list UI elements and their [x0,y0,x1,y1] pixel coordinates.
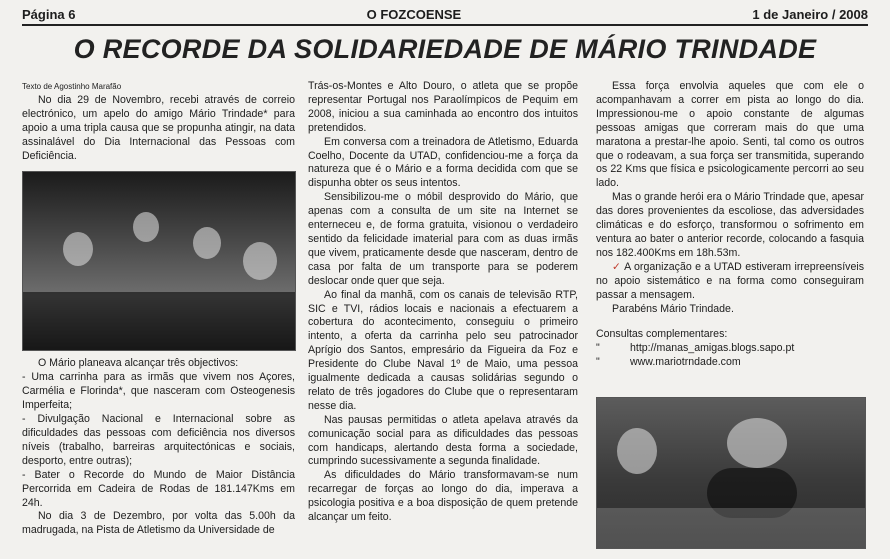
paragraph: Nas pausas permitidas o atleta apelava através da comunicação social para as dificuldades das pessoas com handicaps, alertando desta forma a sociedade, cumprindo sucessivamente a segunda finalidade. [308,413,578,468]
paragraph: Trás-os-Montes e Alto Douro, o atleta que se propõe representar Portugal nos Paraolímpicos de Pequim em 2008, iniciou a sua caminhada ao encontro dos intuitos pretendidos. [308,80,578,134]
website-link[interactable]: www.mariotrndade.com [630,356,741,369]
link-row [596,342,864,356]
check-mark-icon: ✓ [612,260,625,273]
page-header [22,4,868,24]
article-title: O RECORDE DA SOLIDARIEDADE DE MÁRIO TRINDADE [73,34,817,64]
paragraph: - Bater o Recorde do Mundo de Maior Distância Percorrida em Cadeira de Rodas de 181.147Kms em 24h. [22,468,295,509]
wheelchair-race-photo [596,397,866,549]
column-3 [596,80,864,370]
paragraph: O Mário planeava alcançar três objectivos: [38,357,239,370]
column-2 [308,80,578,525]
header-rule [22,24,868,26]
column-1 [22,80,295,538]
photo-figure [133,212,159,242]
paragraph: Mas o grande herói era o Mário Trindade que, apesar das dores provenientes da escoliose, das adversidades climáticas e do esforço, transformou o sofrimento em ventura ao bater o anterior recorde, colocando a fasquia nos 182.400Kms em 18h.53m. [596,191,864,259]
quote-mark: " [596,342,600,355]
paragraph: - Uma carrinha para as irmãs que vivem nos Açores, Carmélia e Florinda*, que nasceram com Osteogenesis Imperfeita; [22,371,295,412]
paragraph: - Divulgação Nacional e Internacional sobre as dificuldades das pessoas com deficiência nos diversos níveis (trabalho, barreiras arquitectónicas e sociais, desporto, entre outras); [22,413,295,467]
consultations-heading: Consultas complementares: [596,328,728,341]
issue-date: 1 de Janeiro / 2008 [752,6,868,22]
paragraph: Sensibilizou-me o móbil desprovido do Mário, que apenas com a consulta de um site na Internet se enterneceu e, de forma gratuita, visionou o verdadeiro sentido da felicidade imaterial para com as duas irmãs que vivem, praticamente desde que nasceram, dentro de casa por falta de um transporte para se poderem deslocar onde quer que seja. [308,191,578,287]
page-number: Página 6 [22,6,76,22]
paragraph: Ao final da manhã, com os canais de televisão RTP, SIC e TVI, rádios locais e nacionais a efectuarem a cobertura do acontecimento, conseguiu o primeiro intento, a oferta da carrinha pelo seu patrocinador Aprígio dos Santos, empresário da Figueira da Foz e Presidente do Clube Naval 1º de Maio, uma pessoa igualmente dedicada a causas solidárias segundo o relato de três jogadores do Clube que o representaram nesse dia. [308,288,578,412]
paragraph [596,261,864,303]
photo-figure [63,232,93,266]
paragraph: No dia 29 de Novembro, recebi através de correio electrónico, um apelo do amigo Mário Trindade* para apoio a uma tripla causa que se propunha atingir, na data assinalável do Dia Internacional das Pessoas com Deficiência. [22,93,295,162]
blog-link[interactable]: http://manas_amigas.blogs.sapo.pt [630,342,795,355]
photo-figure [243,242,277,280]
photo-foreground [23,292,295,350]
byline: Texto de Agostinho Marafão [22,82,122,91]
paragraph: Em conversa com a treinadora de Atletismo, Eduarda Coelho, Docente da UTAD, confidenciou-me a força da natureza que é o Mário e a forma decidida com que se dispunha obter os seus intentos. [308,135,578,190]
quote-mark: " [596,356,600,369]
paragraph: As dificuldades do Mário transformavam-se num recarregar de forças ao longo do dia, imperava a psicologia positiva e a boa disposição de quem pretende alcançar um feito. [308,469,578,524]
paragraph-text: A organização e a UTAD estiveram irrepreensíveis no apoio sistemático e na forma como conseguiram passar a mensagem. [596,260,864,301]
photo-track [597,508,865,548]
paragraph: No dia 3 de Dezembro, por volta das 5.00h da madrugada, na Pista de Atletismo da Universidade de [22,510,295,537]
newspaper-name: O FOZCOENSE [366,6,462,22]
link-row [596,356,864,370]
crowd-photo [22,171,296,351]
photo-figure [193,227,221,259]
photo-athlete [727,418,787,468]
paragraph: Parabéns Mário Trindade. [612,302,734,315]
photo-figure [617,428,657,474]
paragraph: Essa força envolvia aqueles que com ele o acompanhavam a correr em pista ao longo do dia. Impressionou-me o apoio constante de algumas pessoas amigas que correram mais do que uma maratona a prestar-lhe apoio. Senti, tal como os outros que o rodeavam, a sua força ser transmitida, superando os 22 Kms que física e psicologicamente percorri ao seu lado. [596,80,864,190]
